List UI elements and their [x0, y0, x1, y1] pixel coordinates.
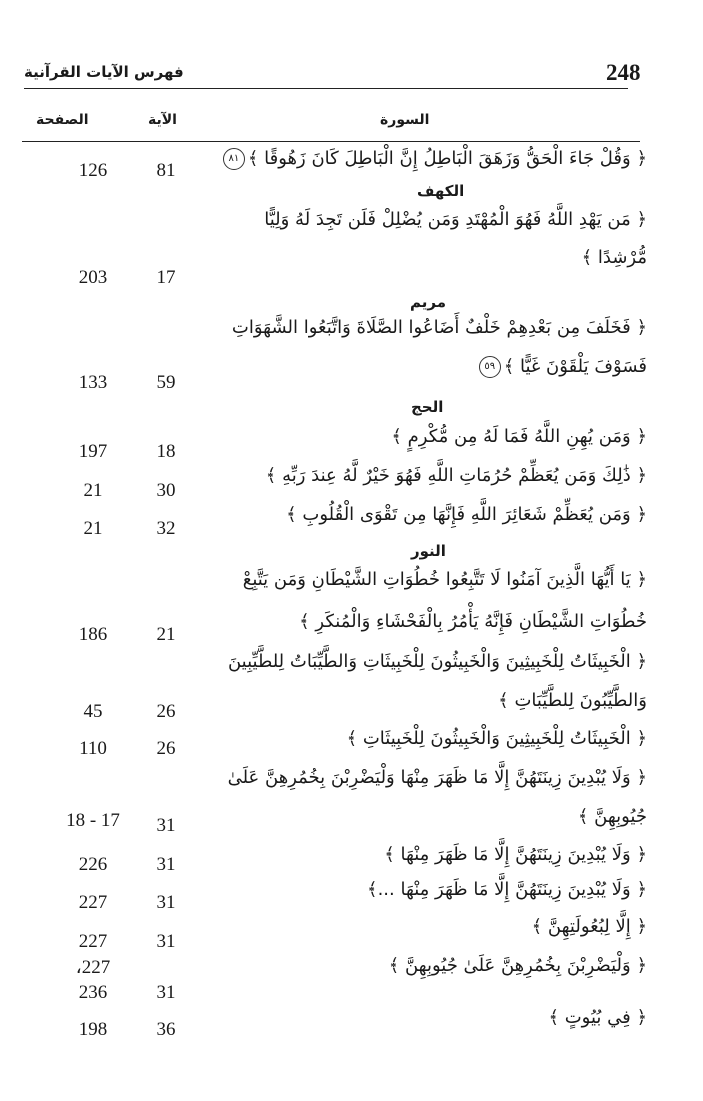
- page-ref: 227: [78, 892, 108, 913]
- verse-line: ﴿ يَا أَيُّهَا الَّذِينَ آمَنُوا لَا تَتَّبِعُوا خُطُوَاتِ الشَّيْطَانِ وَمَن يَتَّبِعْ: [242, 569, 647, 590]
- ayah-number: 26: [156, 701, 176, 722]
- ayah-marker: ٥٩: [479, 356, 501, 378]
- page-ref: 133: [78, 372, 108, 393]
- header-rule: [24, 88, 628, 89]
- ayah-number: 32: [156, 518, 176, 539]
- ayah-number: 17: [156, 267, 176, 288]
- verse-line: ﴿ وَلَا يُبْدِينَ زِينَتَهُنَّ إِلَّا مَا ظَهَرَ مِنْهَا ...﴾: [367, 879, 647, 900]
- ayah-number: 31: [156, 931, 176, 952]
- verse-line: ﴿ الْخَبِيثَاتُ لِلْخَبِيثِينَ وَالْخَبِيثُونَ لِلْخَبِيثَاتِ وَالطَّيِّبَاتُ لِلطَّيِّبِينَ: [227, 651, 647, 672]
- verse-line: ﴿ إِلَّا لِبُعُولَتِهِنَّ ﴾: [531, 916, 647, 937]
- page-ref: 236: [78, 982, 108, 1003]
- column-header-ayah: الآية: [148, 112, 177, 128]
- verse-line: ﴿ الْخَبِيثَاتُ لِلْخَبِيثِينَ وَالْخَبِيثُونَ لِلْخَبِيثَاتِ ﴾: [346, 728, 647, 749]
- sura-name: الحج: [411, 398, 444, 416]
- ayah-number: 18: [156, 441, 176, 462]
- page-ref: 45: [83, 701, 103, 722]
- verse-line: ﴿ وَلْيَضْرِبْنَ بِخُمُرِهِنَّ عَلَىٰ جُيُوبِهِنَّ ﴾: [388, 955, 647, 976]
- ayah-number: 81: [156, 160, 176, 181]
- page-ref: 203: [78, 267, 108, 288]
- running-title: فهرس الآيات القرآنية: [24, 63, 184, 81]
- page-ref: 126: [78, 160, 108, 181]
- ayah-number: 21: [156, 624, 176, 645]
- ayah-number: 36: [156, 1019, 176, 1040]
- verse-line: فَسَوْفَ يَلْقَوْنَ غَيًّا ﴾٥٩: [476, 352, 647, 382]
- page-ref: 226: [78, 854, 108, 875]
- page-ref: 197: [78, 441, 108, 462]
- verse-line: ﴿ وَقُلْ جَاءَ الْحَقُّ وَزَهَقَ الْبَاطِلُ إِنَّ الْبَاطِلَ كَانَ زَهُوقًا ﴾٨١: [220, 144, 647, 174]
- page-ref: 21: [83, 518, 103, 539]
- sura-name: الكهف: [417, 182, 465, 200]
- ayah-marker: ٨١: [223, 148, 245, 170]
- verse-line: ﴿ وَمَن يُعَظِّمْ شَعَائِرَ اللَّهِ فَإِنَّهَا مِن تَقْوَى الْقُلُوبِ ﴾: [286, 504, 647, 525]
- page-ref: 18 - 17: [66, 810, 120, 831]
- ayah-number: 31: [156, 854, 176, 875]
- verse-line: ﴿ فَخَلَفَ مِن بَعْدِهِمْ خَلْفٌ أَضَاعُوا الصَّلَاةَ وَاتَّبَعُوا الشَّهَوَاتِ: [231, 317, 647, 338]
- page-header: [24, 58, 641, 90]
- verse-line: ﴿ وَلَا يُبْدِينَ زِينَتَهُنَّ إِلَّا مَا ظَهَرَ مِنْهَا ﴾: [384, 844, 647, 865]
- sura-name: النور: [411, 542, 446, 560]
- page-ref: 110: [79, 738, 107, 759]
- ayah-number: 31: [156, 892, 176, 913]
- verse-line: خُطُوَاتِ الشَّيْطَانِ فَإِنَّهُ يَأْمُرُ بِالْفَحْشَاءِ وَالْمُنكَرِ ﴾: [299, 611, 647, 632]
- verse-line: ﴿ وَلَا يُبْدِينَ زِينَتَهُنَّ إِلَّا مَا ظَهَرَ مِنْهَا وَلْيَضْرِبْنَ بِخُمُرِهِنَّ عَلَىٰ: [227, 767, 647, 788]
- page-ref: ،227: [75, 957, 111, 978]
- sura-name: مريم: [410, 293, 447, 311]
- ayah-number: 31: [156, 815, 176, 836]
- ayah-number: 59: [156, 372, 176, 393]
- page-ref: 227: [78, 931, 108, 952]
- page-ref: 198: [78, 1019, 108, 1040]
- verse-line: ﴿ وَمَن يُهِنِ اللَّهُ فَمَا لَهُ مِن مُّكْرِمٍ ﴾: [391, 426, 647, 447]
- verse-line: ﴿ مَن يَهْدِ اللَّهُ فَهُوَ الْمُهْتَدِ وَمَن يُضْلِلْ فَلَن تَجِدَ لَهُ وَلِيًّا: [264, 209, 647, 230]
- ayah-number: 30: [156, 480, 176, 501]
- page-number: 248: [606, 60, 641, 85]
- verse-line: ﴿ ذَٰلِكَ وَمَن يُعَظِّمْ حُرُمَاتِ اللَّهِ فَهُوَ خَيْرٌ لَّهُ عِندَ رَبِّهِ ﴾: [265, 465, 647, 486]
- page-ref: 186: [78, 624, 108, 645]
- page-ref: 21: [83, 480, 103, 501]
- column-header-page: الصفحة: [36, 112, 89, 128]
- ayah-number: 26: [156, 738, 176, 759]
- verse-line: وَالطَّيِّبُونَ لِلطَّيِّبَاتِ ﴾: [498, 690, 647, 711]
- verse-line: مُّرْشِدًا ﴾: [581, 247, 647, 268]
- column-header-rule: [22, 141, 640, 142]
- verse-line: ﴿ فِي بُيُوتٍ ﴾: [548, 1007, 647, 1028]
- verse-line: جُيُوبِهِنَّ ﴾: [577, 806, 647, 827]
- column-header-sura: السورة: [380, 112, 430, 128]
- ayah-number: 31: [156, 982, 176, 1003]
